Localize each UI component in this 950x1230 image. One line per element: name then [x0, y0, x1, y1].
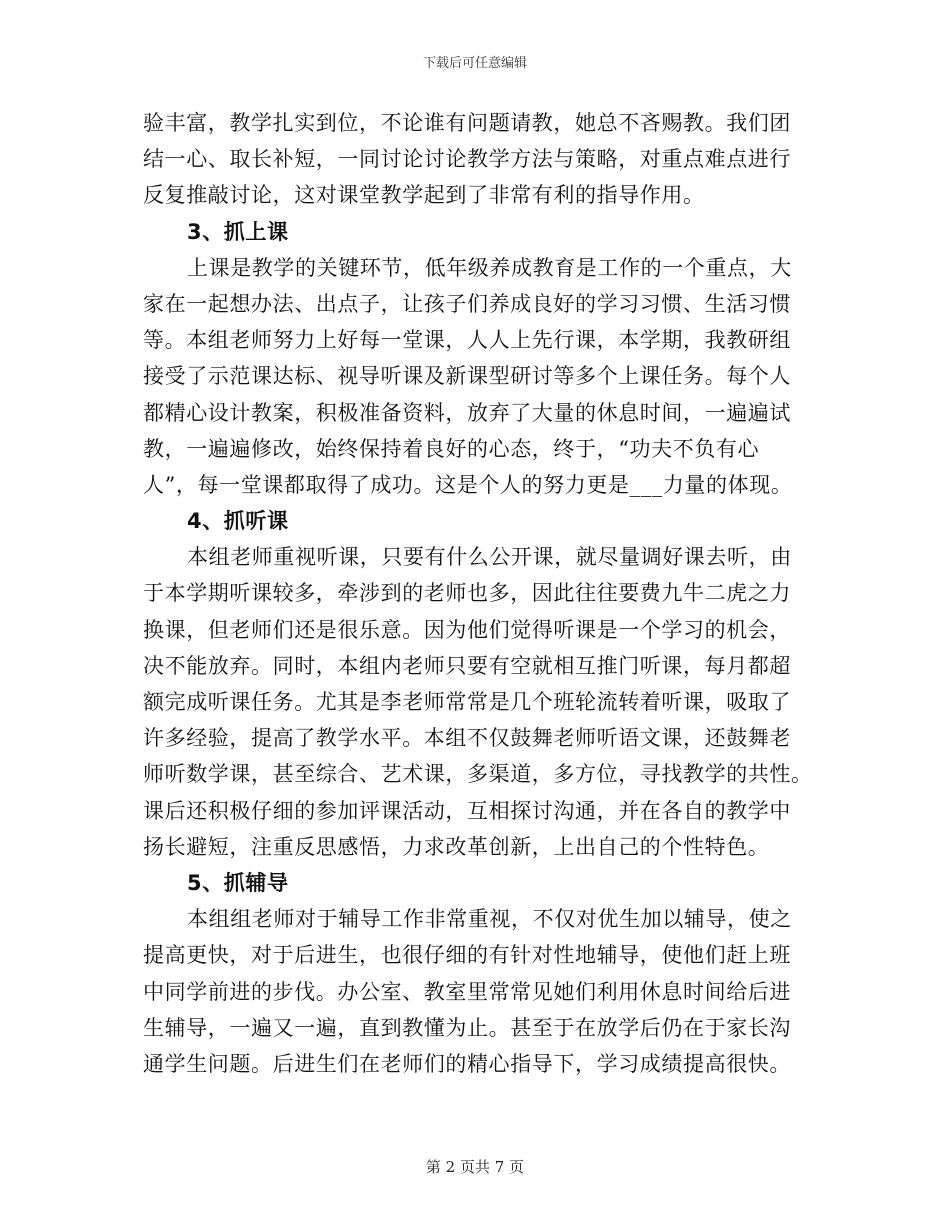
page-number: 第 2 页共 7 页	[425, 1158, 525, 1176]
paragraph-first-line: 上课是教学的关键环节，低年级养成教育是工作的一个重点，大	[187, 255, 792, 280]
paragraph-line: 等。本组老师努力上好每一堂课，人人上先行课，本学期，我教研组	[143, 328, 791, 353]
section-heading: 4、抓听课	[187, 509, 289, 534]
paragraph-line: 结一心、取长补短，一同讨论讨论教学方法与策略，对重点难点进行	[143, 147, 791, 172]
paragraph-line: 中同学前进的步伐。办公室、教室里常常见她们利用休息时间给后进	[143, 979, 791, 1004]
paragraph-line: 于本学期听课较多，牵涉到的老师也多，因此往往要费九牛二虎之力	[143, 581, 791, 606]
paragraph-line: 师听数学课，甚至综合、艺术课，多渠道，多方位，寻找教学的共性。	[143, 762, 813, 787]
paragraph-line: 许多经验，提高了教学水平。本组不仅鼓舞老师听语文课，还鼓舞老	[143, 726, 791, 751]
paragraph-line: 换课，但老师们还是很乐意。因为他们觉得听课是一个学习的机会，	[143, 617, 791, 642]
paragraph-first-line: 本组老师重视听课，只要有什么公开课，就尽量调好课去听，由	[187, 545, 792, 570]
page-header: 下载后可任意编辑	[422, 56, 527, 71]
paragraph-first-line: 本组组老师对于辅导工作非常重视，不仅对优生加以辅导，使之	[187, 907, 792, 932]
paragraph-line: 家在一起想办法、出点子，让孩子们养成良好的学习习惯、生活习惯	[143, 291, 791, 316]
paragraph-line: 都精心设计教案，积极准备资料，放弃了大量的休息时间，一遍遍试	[143, 400, 791, 425]
paragraph-line: 提高更快，对于后进生，也很仔细的有针对性地辅导，使他们赶上班	[143, 943, 791, 968]
paragraph-line: 接受了示范课达标、视导听课及新课型研讨等多个上课任务。每个人	[143, 364, 791, 389]
paragraph-line: 课后还积极仔细的参加评课活动，互相探讨沟通，并在各自的教学中	[143, 798, 791, 823]
section-heading: 5、抓辅导	[187, 870, 289, 895]
document-body	[143, 105, 813, 1082]
paragraph-line: 生辅导，一遍又一遍，直到教懂为止。甚至于在放学后仍在于家长沟	[143, 1015, 791, 1040]
paragraph-line: 教，一遍遍修改，始终保持着良好的心态，终于，“功夫不负有心	[143, 436, 760, 461]
section-heading: 3、抓上课	[187, 219, 289, 244]
paragraph-line: 反复推敲讨论，这对课堂教学起到了非常有利的指导作用。	[143, 183, 705, 208]
paragraph-line: 人”，每一堂课都取得了成功。这是个人的努力更是___力量的体现。	[143, 472, 793, 497]
paragraph-line: 扬长避短，注重反思感悟，力求改革创新，上出自己的个性特色。	[143, 834, 770, 859]
paragraph-line: 决不能放弃。同时，本组内老师只要有空就相互推门听课，每月都超	[143, 653, 791, 678]
paragraph-line: 验丰富，教学扎实到位，不论谁有问题请教，她总不吝赐教。我们团	[143, 111, 791, 135]
paragraph-line: 通学生问题。后进生们在老师们的精心指导下，学习成绩提高很快。	[143, 1051, 791, 1076]
paragraph-line: 额完成听课任务。尤其是李老师常常是几个班轮流转着听课，吸取了	[143, 690, 791, 714]
